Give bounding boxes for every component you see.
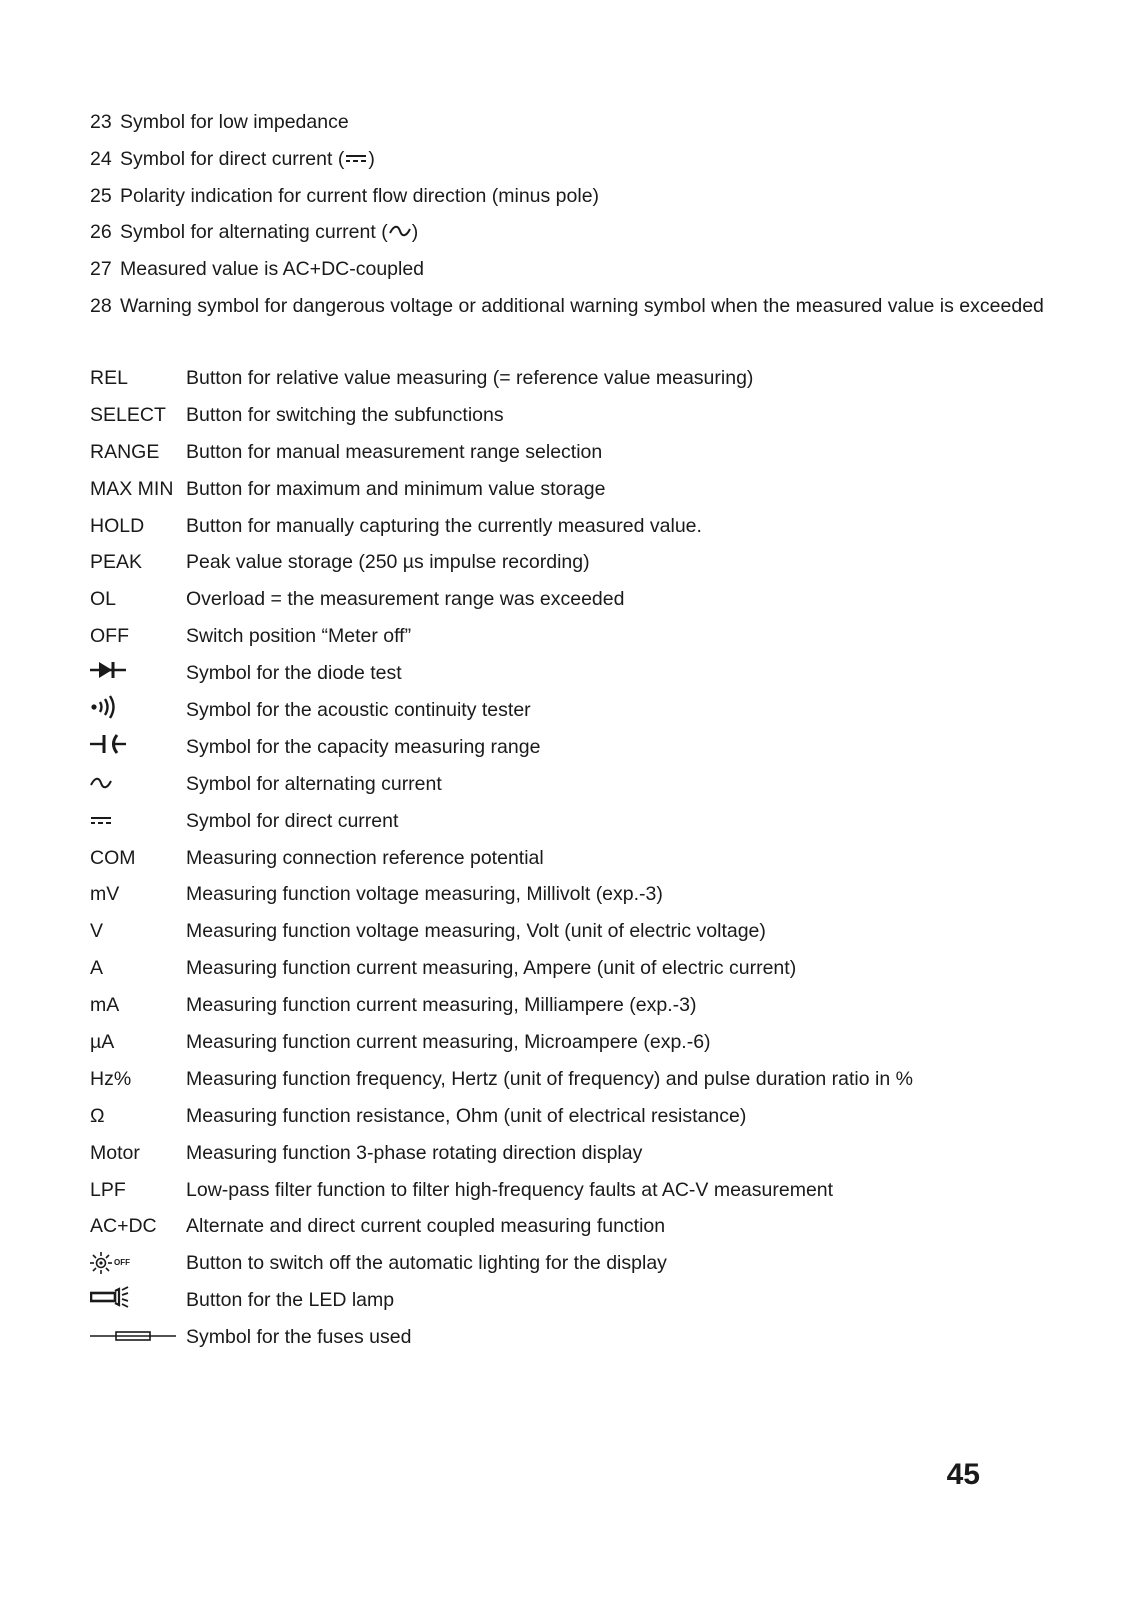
item-text: Symbol for alternating current ( <box>120 221 388 244</box>
legend-row <box>90 550 1090 587</box>
legend-row <box>90 587 1090 624</box>
led-lamp-icon <box>90 1286 130 1314</box>
page-number: 45 <box>946 1458 980 1491</box>
legend-row <box>90 440 1090 477</box>
legend-row <box>90 624 1090 661</box>
legend-key: AC+DC <box>90 1215 157 1238</box>
item-number: 23 <box>90 111 112 133</box>
item-text: Measured value is AC+DC-coupled <box>120 258 425 281</box>
legend-row <box>90 772 1090 809</box>
item-number: 28 <box>90 294 112 317</box>
legend-row <box>90 919 1090 956</box>
legend-row <box>90 1067 1090 1104</box>
legend-description: Low-pass filter function to filter high-frequency faults at AC-V measurement <box>186 1178 834 1201</box>
alternating-current-icon <box>389 220 411 257</box>
legend-key: RANGE <box>90 440 160 463</box>
legend-description: Switch position “Meter off” <box>186 625 412 648</box>
direct-current-icon <box>345 147 367 184</box>
item-text: Warning symbol for dangerous voltage or additional warning symbol when the measured value is exceeded <box>120 294 1044 317</box>
legend-description: Symbol for direct current <box>186 809 399 832</box>
legend-key: Motor <box>90 1141 140 1164</box>
list-item <box>90 220 1090 257</box>
legend-description: Measuring function current measuring, Milliampere (exp.-3) <box>186 994 697 1017</box>
legend-row <box>90 477 1090 514</box>
legend-row <box>90 956 1090 993</box>
legend-description: Measuring function current measuring, Ampere (unit of electric current) <box>186 957 797 980</box>
legend-row <box>90 1288 1090 1325</box>
item-text: Symbol for direct current ( <box>120 147 345 170</box>
alternating-current-icon <box>90 772 112 796</box>
legend-description: Measuring connection reference potential <box>186 846 544 869</box>
capacitor-icon <box>90 733 126 761</box>
legend-row <box>90 1104 1090 1141</box>
legend-row <box>90 1214 1090 1251</box>
legend-description: Symbol for the fuses used <box>186 1326 412 1349</box>
legend-description: Measuring function voltage measuring, Volt (unit of electric voltage) <box>186 920 766 943</box>
legend-key: Ω <box>90 1104 105 1127</box>
legend-description: Symbol for the diode test <box>186 662 402 685</box>
backlight-off-icon <box>90 1251 130 1275</box>
legend-description: Symbol for the capacity measuring range <box>186 735 541 758</box>
legend-key: µA <box>90 1031 115 1054</box>
legend-description: Button for manual measurement range selection <box>186 440 603 463</box>
legend-row <box>90 403 1090 440</box>
legend-description: Button for relative value measuring (= reference value measuring) <box>186 367 754 389</box>
symbol-legend <box>90 366 1090 1362</box>
legend-row <box>90 366 1090 403</box>
item-text: Polarity indication for current flow direction (minus pole) <box>120 184 600 207</box>
legend-description: Button to switch off the automatic lighting for the display <box>186 1252 667 1275</box>
legend-description: Measuring function frequency, Hertz (unit of frequency) and pulse duration ratio in % <box>186 1067 913 1090</box>
list-item <box>90 294 1090 331</box>
legend-key: SELECT <box>90 403 166 426</box>
legend-row <box>90 1251 1090 1288</box>
list-item <box>90 257 1090 294</box>
legend-row <box>90 1030 1090 1067</box>
item-text-suffix: ) <box>368 147 375 170</box>
list-item <box>90 110 1090 147</box>
item-text: Symbol for low impedance <box>120 111 349 133</box>
legend-key: LPF <box>90 1178 126 1201</box>
item-number: 24 <box>90 147 112 170</box>
legend-description: Measuring function 3-phase rotating direction display <box>186 1141 643 1164</box>
item-number: 26 <box>90 221 112 244</box>
legend-row <box>90 882 1090 919</box>
legend-row <box>90 993 1090 1030</box>
continuity-icon <box>90 694 120 726</box>
numbered-list <box>90 110 1090 331</box>
legend-description: Button for the LED lamp <box>186 1289 395 1312</box>
legend-row <box>90 661 1090 698</box>
legend-row <box>90 735 1090 772</box>
legend-row <box>90 514 1090 551</box>
legend-description: Button for manually capturing the currently measured value. <box>186 514 702 537</box>
legend-key: mV <box>90 883 120 906</box>
legend-description: Overload = the measurement range was exceeded <box>186 588 625 611</box>
fuse-icon <box>90 1325 176 1349</box>
legend-key: Hz% <box>90 1067 132 1090</box>
backlight-off-label: OFF <box>114 1258 130 1268</box>
legend-key: A <box>90 957 104 980</box>
legend-description: Peak value storage (250 µs impulse recording) <box>186 551 590 574</box>
legend-key: OL <box>90 588 117 611</box>
legend-description: Symbol for alternating current <box>186 772 442 795</box>
legend-description: Alternate and direct current coupled measuring function <box>186 1215 666 1238</box>
item-number: 25 <box>90 184 112 207</box>
legend-description: Measuring function current measuring, Microampere (exp.-6) <box>186 1031 711 1054</box>
legend-description: Button for maximum and minimum value storage <box>186 477 606 500</box>
legend-key: REL <box>90 367 128 389</box>
legend-key: MAX MIN <box>90 477 174 500</box>
legend-key: PEAK <box>90 551 143 574</box>
legend-row <box>90 698 1090 735</box>
legend-key: V <box>90 920 104 943</box>
diode-icon <box>90 660 126 686</box>
legend-key: HOLD <box>90 514 145 537</box>
legend-row <box>90 809 1090 846</box>
legend-key: mA <box>90 994 120 1017</box>
legend-description: Symbol for the acoustic continuity tester <box>186 699 531 722</box>
legend-row <box>90 1325 1090 1362</box>
legend-description: Measuring function resistance, Ohm (unit of electrical resistance) <box>186 1104 747 1127</box>
direct-current-icon <box>90 809 112 833</box>
legend-row <box>90 1141 1090 1178</box>
legend-key: COM <box>90 846 136 869</box>
list-item <box>90 184 1090 221</box>
item-number: 27 <box>90 258 112 281</box>
list-item <box>90 147 1090 184</box>
legend-description: Button for switching the subfunctions <box>186 403 504 426</box>
legend-key: OFF <box>90 625 129 648</box>
item-text-suffix: ) <box>411 221 419 244</box>
legend-row <box>90 846 1090 883</box>
legend-description: Measuring function voltage measuring, Millivolt (exp.-3) <box>186 883 663 906</box>
legend-row <box>90 1178 1090 1215</box>
